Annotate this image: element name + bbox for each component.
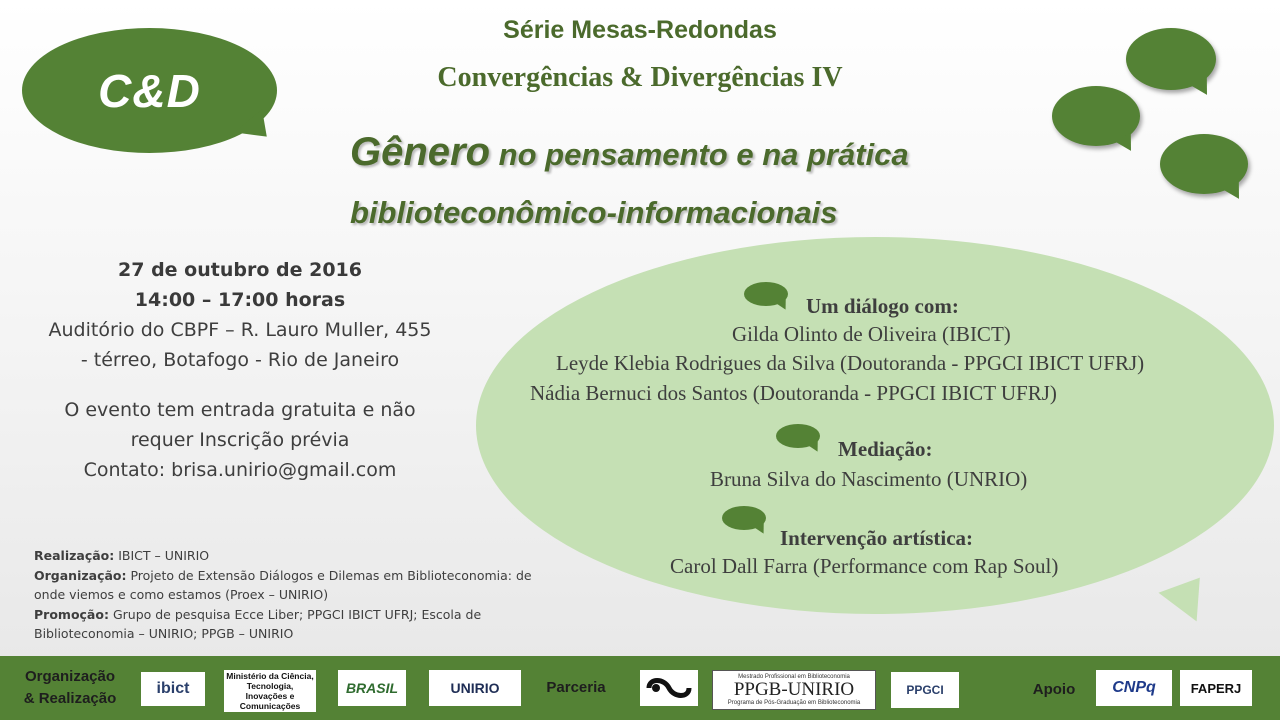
footer-apoio-label: Apoio [1032,681,1076,698]
ministerio-logo [224,670,316,712]
dialog-speaker: Nádia Bernuci dos Santos (Doutoranda - PPGCI IBICT UFRJ) [530,381,1057,405]
credit-organizacao [34,566,554,605]
event-free-line1: O evento tem entrada gratuita e não [64,399,416,421]
ministerio-logo-text: Ministério da Ciência, Tecnologia, Inovações e Comunicações [226,671,314,711]
ppgb-logo-top: Mestrado Profissional em Biblioteconomia [738,674,850,680]
dialog-speaker: Gilda Olinto de Oliveira (IBICT) [732,322,1011,346]
mediation-heading: Mediação: [838,437,933,461]
event-contact: Contato: brisa.unirio@gmail.com [83,459,397,481]
event-venue-line1: Auditório do CBPF – R. Lauro Muller, 455 [48,319,432,341]
event-free-line2: requer Inscrição prévia [130,429,350,451]
ppgb-logo-bottom: Programa de Pós-Graduação em Biblioteconomia [727,700,861,706]
event-date: 27 de outubro de 2016 [118,259,362,281]
brasil-logo-text: BRASIL [345,680,399,696]
credit-text: IBICT – UNIRIO [114,548,210,563]
art-performer: Carol Dall Farra (Performance com Rap Soul) [670,554,1059,578]
footer-parceria-label: Parceria [546,679,606,696]
footer-org-label-line2: & Realização [23,690,117,707]
credits [34,546,554,644]
headline [350,126,1110,239]
speakers-bubble-tail [1158,578,1213,631]
brasil-logo [338,670,406,706]
faperj-logo [1180,670,1252,706]
headline-rest: no pensamento e na prática [490,137,909,172]
mediation-person: Bruna Silva do Nascimento (UNRIO) [710,467,1028,491]
credit-label: Realização: [34,548,115,563]
ibict-logo-text: ibict [156,680,190,697]
event-info [20,255,460,485]
ppgb-logo-text: PPGB-UNIRIO [733,679,855,700]
event-subtitle: Convergências & Divergências IV [437,62,843,93]
event-venue-line2: - térreo, Botafogo - Rio de Janeiro [80,349,400,371]
headline-line2: biblioteconômico-informacionais [350,195,838,230]
credit-text: Grupo de pesquisa Ecce Liber; PPGCI IBICT UFRJ; Escola de Biblioteconomia – UNIRIO; PPGB – UNIRIO [34,606,482,641]
unirio-logo-text: UNIRIO [450,680,500,696]
event-time: 14:00 – 17:00 horas [134,289,346,311]
art-heading: Intervenção artística: [780,526,974,550]
dialog-heading: Um diálogo com: [806,294,959,318]
credit-realizacao [34,546,554,566]
credit-text: Projeto de Extensão Diálogos e Dilemas em Biblioteconomia: de onde viemos e como estamos (Proex – UNIRIO) [34,567,532,602]
ppgci-logo [891,672,959,708]
ppgci-logo-text: PPGCI [906,683,944,697]
ecce-liber-symbol-icon [644,673,694,703]
ppgb-logo [712,670,876,710]
footer-org-label-line1: Organização [24,668,116,685]
logo-text: C&D [98,64,201,117]
cnpq-logo [1096,670,1172,706]
series-title: Série Mesas-Redondas [503,16,777,44]
ecce-liber-logo [640,670,698,706]
dialog-speaker: Leyde Klebia Rodrigues da Silva (Doutoranda - PPGCI IBICT UFRJ) [556,351,1145,375]
footer-org-label [10,666,130,710]
credit-promocao [34,605,554,644]
unirio-logo [429,670,521,706]
faperj-logo-text: FAPERJ [1190,680,1242,696]
credit-label: Promoção: [34,606,109,622]
headline-keyword: Gênero [350,130,491,174]
credit-label: Organização: [34,567,127,583]
ibict-logo [141,672,205,706]
cnpq-logo-text: CNPq [1112,679,1156,696]
